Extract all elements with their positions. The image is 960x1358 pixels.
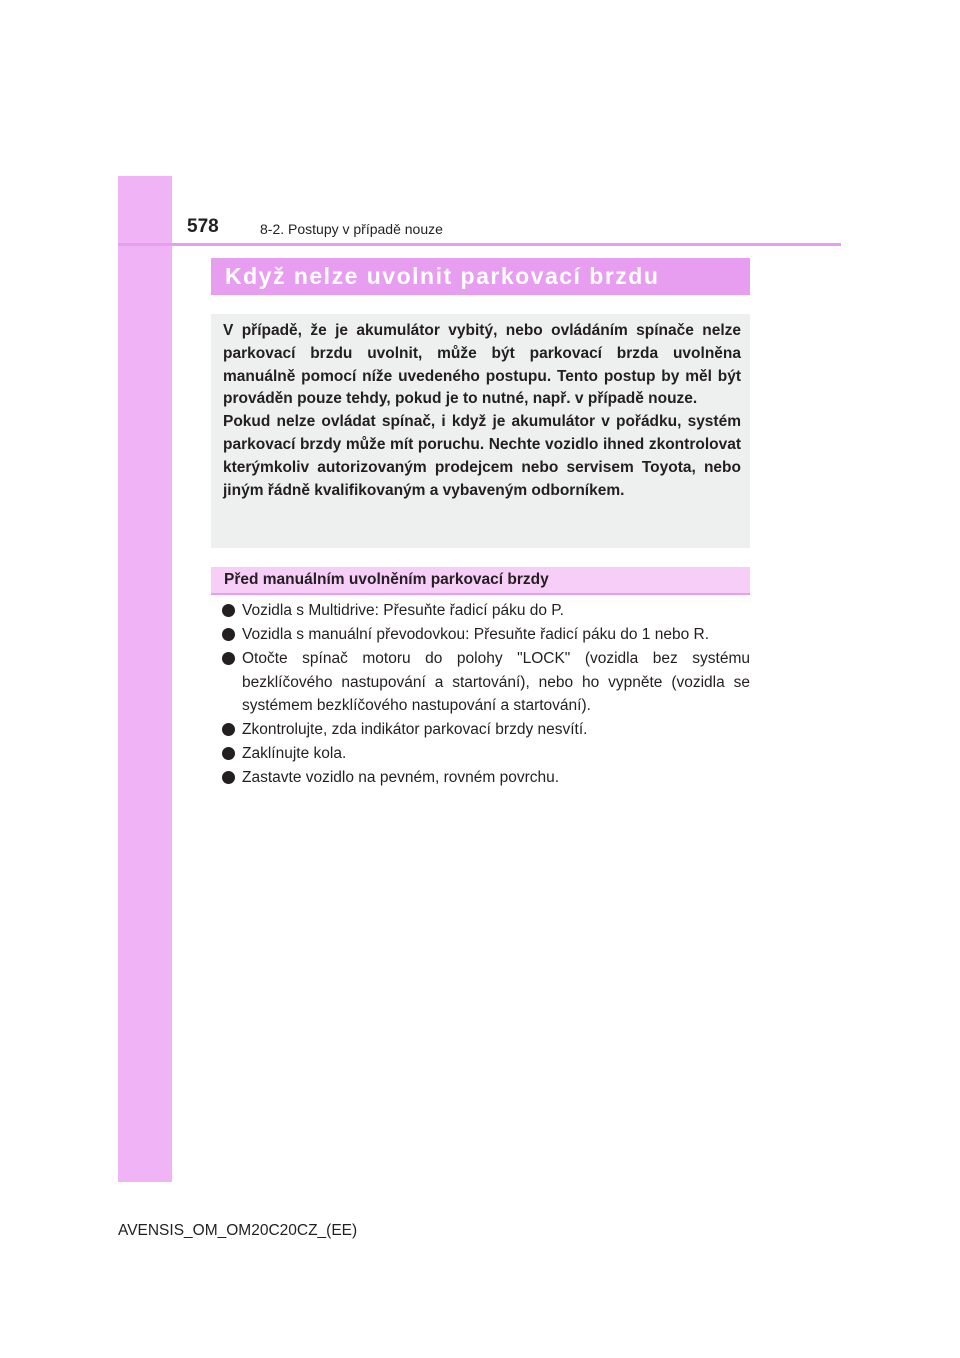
bullet-icon — [222, 771, 235, 784]
list-item — [222, 766, 750, 790]
bullet-icon — [222, 723, 235, 736]
list-item-text: Otočte spínač motoru do polohy "LOCK" (vozidla bez systému bezklíčového nastupování a startování), nebo ho vypněte (vozidla se systémem bezklíčového nastupování a startování). — [242, 650, 750, 714]
bullet-icon — [222, 604, 235, 617]
bullet-icon — [222, 628, 235, 641]
subsection-banner — [211, 567, 750, 595]
list-item — [222, 623, 750, 647]
list-item — [222, 718, 750, 742]
list-item-text: Zkontrolujte, zda indikátor parkovací brzdy nesvítí. — [242, 721, 588, 738]
list-item-text: Zaklínujte kola. — [242, 745, 347, 762]
list-item-text: Vozidla s manuální převodovkou: Přesuňte řadicí páku do 1 nebo R. — [242, 626, 710, 643]
list-item — [222, 599, 750, 623]
section-title: Když nelze uvolnit parkovací brzdu — [225, 263, 660, 289]
document-code: AVENSIS_OM_OM20C20CZ_(EE) — [118, 1222, 358, 1239]
page-number: 578 — [187, 216, 219, 237]
bullet-list — [222, 599, 750, 790]
header-rule — [118, 243, 841, 246]
note-box — [211, 314, 750, 548]
list-item-text: Zastavte vozidlo na pevném, rovném povrchu. — [242, 769, 560, 786]
list-item — [222, 647, 750, 718]
bullet-icon — [222, 747, 235, 760]
side-tab — [118, 176, 172, 1182]
note-paragraph: V případě, že je akumulátor vybitý, nebo ovládáním spínače nelze parkovací brzdu uvolnit, může být parkovací brzda uvolněna manuálně pomocí níže uvedeného postupu. Tento postup by měl být prováděn pouze tehdy, pokud je to nutné, např. v případě nouze. — [223, 322, 741, 408]
chapter-title: 8-2. Postupy v případě nouze — [260, 221, 443, 237]
note-paragraph: Pokud nelze ovládat spínač, i když je akumulátor v pořádku, systém parkovací brzdy může mít poruchu. Nechte vozidlo ihned zkontrolovat kterýmkoliv autorizovaným prodejcem nebo servisem Toyota, nebo jiným řádně kvalifikovaným a vybaveným odborníkem. — [223, 413, 741, 499]
list-item — [222, 742, 750, 766]
bullet-icon — [222, 652, 235, 665]
list-item-text: Vozidla s Multidrive: Přesuňte řadicí páku do P. — [242, 602, 564, 619]
section-banner — [211, 258, 750, 295]
subsection-title: Před manuálním uvolněním parkovací brzdy — [224, 571, 549, 588]
